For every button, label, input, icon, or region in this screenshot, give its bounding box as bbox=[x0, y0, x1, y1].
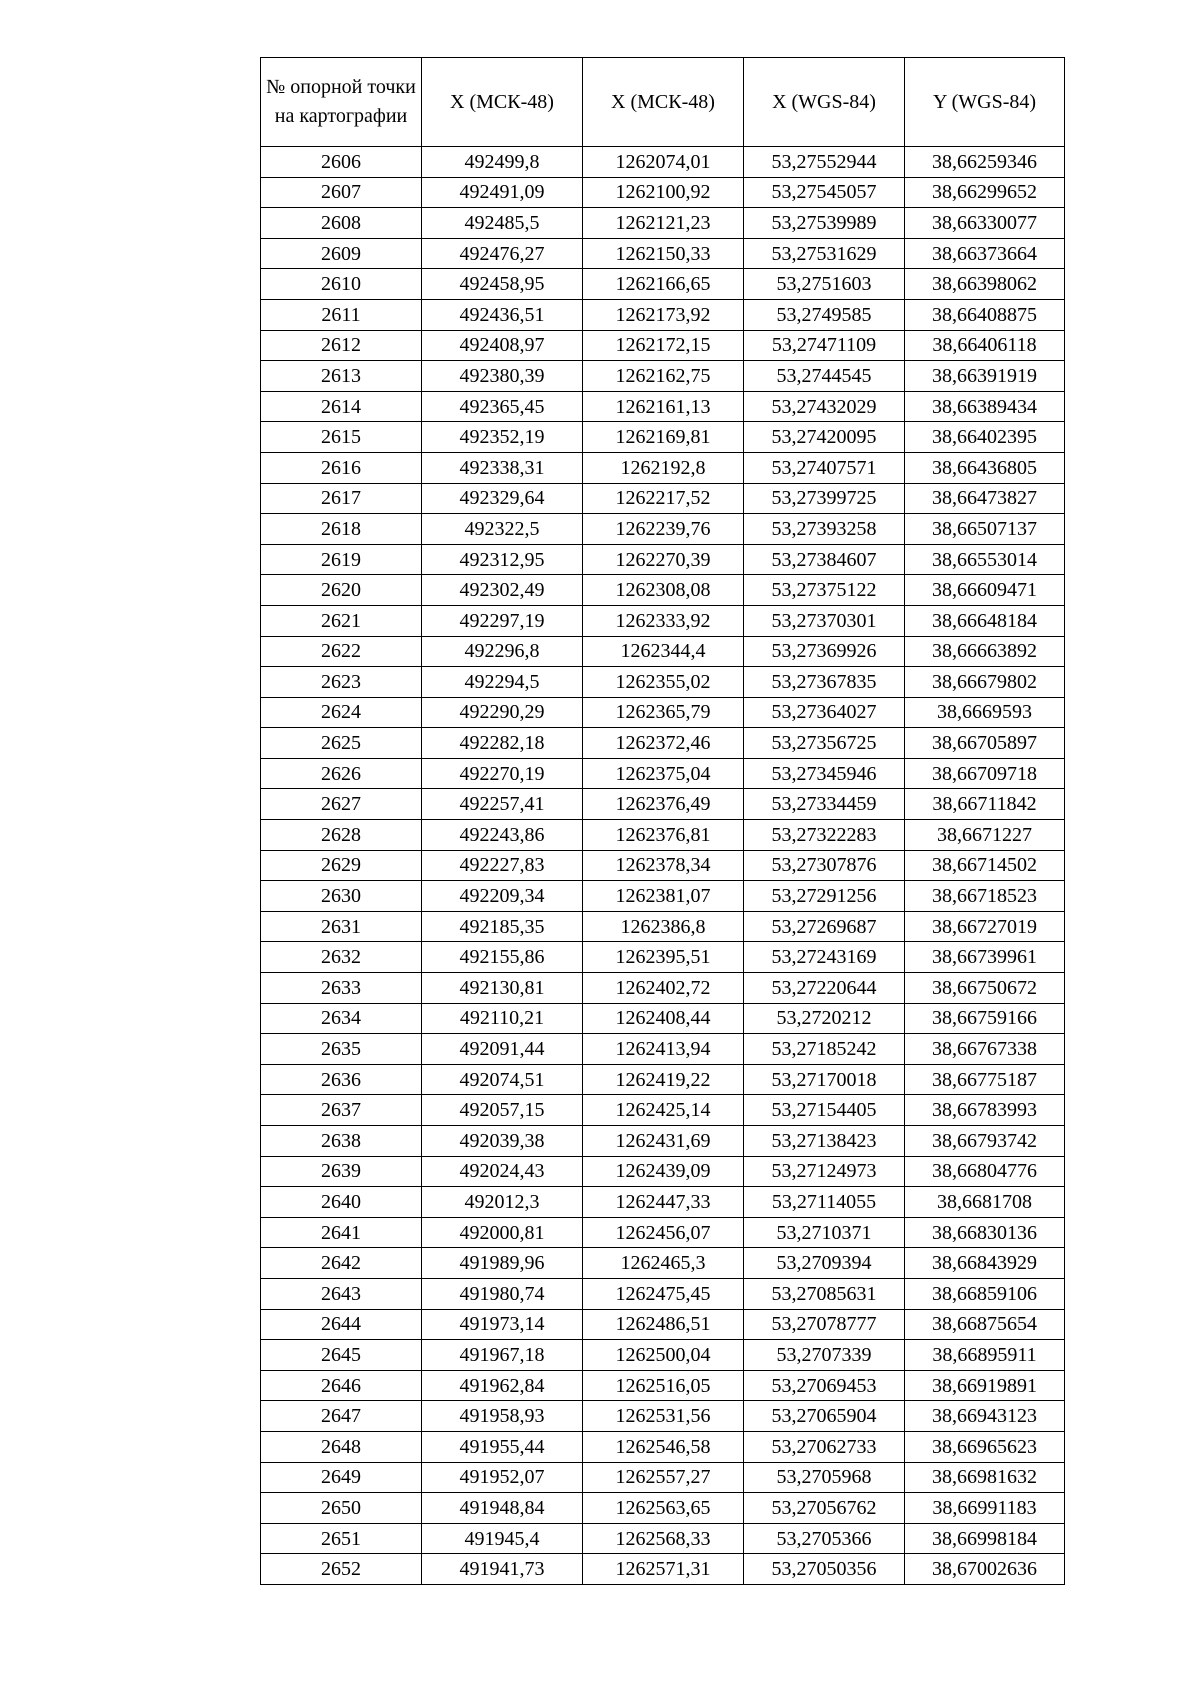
cell-x-msk48: 492312,95 bbox=[422, 544, 583, 575]
cell-x-msk48-second: 1262475,45 bbox=[583, 1278, 744, 1309]
cell-y-wgs84: 38,66709718 bbox=[905, 758, 1065, 789]
table-row bbox=[261, 1278, 1065, 1309]
cell-x-msk48-second: 1262381,07 bbox=[583, 881, 744, 912]
cell-x-msk48: 492329,64 bbox=[422, 483, 583, 514]
cell-x-msk48-second: 1262308,08 bbox=[583, 575, 744, 606]
cell-x-wgs84: 53,27069453 bbox=[744, 1370, 905, 1401]
cell-point-number: 2641 bbox=[261, 1217, 422, 1248]
cell-point-number: 2635 bbox=[261, 1034, 422, 1065]
cell-x-msk48: 492039,38 bbox=[422, 1126, 583, 1157]
cell-x-msk48-second: 1262150,33 bbox=[583, 238, 744, 269]
cell-point-number: 2611 bbox=[261, 299, 422, 330]
cell-point-number: 2652 bbox=[261, 1554, 422, 1585]
cell-x-wgs84: 53,27393258 bbox=[744, 514, 905, 545]
cell-x-wgs84: 53,27065904 bbox=[744, 1401, 905, 1432]
cell-x-wgs84: 53,27531629 bbox=[744, 238, 905, 269]
cell-y-wgs84: 38,66408875 bbox=[905, 299, 1065, 330]
cell-point-number: 2632 bbox=[261, 942, 422, 973]
cell-point-number: 2633 bbox=[261, 973, 422, 1004]
cell-point-number: 2626 bbox=[261, 758, 422, 789]
table-row bbox=[261, 330, 1065, 361]
cell-point-number: 2606 bbox=[261, 147, 422, 178]
table-row bbox=[261, 238, 1065, 269]
cell-x-msk48: 492408,97 bbox=[422, 330, 583, 361]
cell-x-msk48-second: 1262239,76 bbox=[583, 514, 744, 545]
table-row bbox=[261, 1217, 1065, 1248]
table-row bbox=[261, 1370, 1065, 1401]
cell-y-wgs84: 38,67002636 bbox=[905, 1554, 1065, 1585]
cell-point-number: 2627 bbox=[261, 789, 422, 820]
table-row bbox=[261, 942, 1065, 973]
cell-x-wgs84: 53,27334459 bbox=[744, 789, 905, 820]
cell-x-msk48: 491952,07 bbox=[422, 1462, 583, 1493]
cell-y-wgs84: 38,66919891 bbox=[905, 1370, 1065, 1401]
cell-y-wgs84: 38,66436805 bbox=[905, 452, 1065, 483]
table-row bbox=[261, 361, 1065, 392]
cell-y-wgs84: 38,66750672 bbox=[905, 973, 1065, 1004]
cell-point-number: 2615 bbox=[261, 422, 422, 453]
cell-x-wgs84: 53,27138423 bbox=[744, 1126, 905, 1157]
cell-x-wgs84: 53,27291256 bbox=[744, 881, 905, 912]
cell-y-wgs84: 38,66991183 bbox=[905, 1493, 1065, 1524]
cell-x-wgs84: 53,2709394 bbox=[744, 1248, 905, 1279]
cell-y-wgs84: 38,66299652 bbox=[905, 177, 1065, 208]
cell-point-number: 2640 bbox=[261, 1187, 422, 1218]
cell-x-wgs84: 53,27552944 bbox=[744, 147, 905, 178]
cell-x-msk48-second: 1262365,79 bbox=[583, 697, 744, 728]
header-point-number: № опорной точки на картографии bbox=[261, 58, 422, 147]
cell-point-number: 2608 bbox=[261, 208, 422, 239]
cell-point-number: 2648 bbox=[261, 1431, 422, 1462]
cell-y-wgs84: 38,66391919 bbox=[905, 361, 1065, 392]
cell-point-number: 2624 bbox=[261, 697, 422, 728]
cell-x-msk48: 491989,96 bbox=[422, 1248, 583, 1279]
table-row bbox=[261, 1401, 1065, 1432]
header-x-msk48: X (МСК-48) bbox=[422, 58, 583, 147]
table-row bbox=[261, 1126, 1065, 1157]
cell-x-msk48-second: 1262121,23 bbox=[583, 208, 744, 239]
cell-y-wgs84: 38,66943123 bbox=[905, 1401, 1065, 1432]
cell-x-msk48: 491941,73 bbox=[422, 1554, 583, 1585]
cell-x-wgs84: 53,27367835 bbox=[744, 667, 905, 698]
table-row bbox=[261, 636, 1065, 667]
cell-y-wgs84: 38,6681708 bbox=[905, 1187, 1065, 1218]
cell-point-number: 2619 bbox=[261, 544, 422, 575]
cell-point-number: 2613 bbox=[261, 361, 422, 392]
cell-x-msk48: 492485,5 bbox=[422, 208, 583, 239]
table-row bbox=[261, 789, 1065, 820]
table-row bbox=[261, 911, 1065, 942]
cell-x-msk48-second: 1262402,72 bbox=[583, 973, 744, 1004]
cell-x-msk48-second: 1262568,33 bbox=[583, 1523, 744, 1554]
cell-x-msk48-second: 1262169,81 bbox=[583, 422, 744, 453]
table-row bbox=[261, 1034, 1065, 1065]
table-row bbox=[261, 1462, 1065, 1493]
cell-y-wgs84: 38,66705897 bbox=[905, 728, 1065, 759]
cell-x-msk48: 492227,83 bbox=[422, 850, 583, 881]
cell-x-msk48: 491967,18 bbox=[422, 1340, 583, 1371]
cell-x-msk48: 492436,51 bbox=[422, 299, 583, 330]
cell-x-msk48: 491945,4 bbox=[422, 1523, 583, 1554]
cell-x-msk48: 491973,14 bbox=[422, 1309, 583, 1340]
table-row bbox=[261, 1064, 1065, 1095]
cell-y-wgs84: 38,6669593 bbox=[905, 697, 1065, 728]
coordinates-table bbox=[260, 57, 1065, 1585]
cell-x-msk48-second: 1262500,04 bbox=[583, 1340, 744, 1371]
cell-x-msk48-second: 1262413,94 bbox=[583, 1034, 744, 1065]
cell-x-wgs84: 53,27420095 bbox=[744, 422, 905, 453]
cell-x-msk48: 491962,84 bbox=[422, 1370, 583, 1401]
table-row bbox=[261, 820, 1065, 851]
cell-x-msk48-second: 1262355,02 bbox=[583, 667, 744, 698]
cell-x-msk48-second: 1262563,65 bbox=[583, 1493, 744, 1524]
cell-x-msk48: 492296,8 bbox=[422, 636, 583, 667]
cell-x-msk48: 492110,21 bbox=[422, 1003, 583, 1034]
cell-point-number: 2621 bbox=[261, 605, 422, 636]
cell-x-wgs84: 53,2707339 bbox=[744, 1340, 905, 1371]
cell-x-msk48-second: 1262173,92 bbox=[583, 299, 744, 330]
cell-x-msk48-second: 1262546,58 bbox=[583, 1431, 744, 1462]
table-row bbox=[261, 1003, 1065, 1034]
cell-x-wgs84: 53,27399725 bbox=[744, 483, 905, 514]
cell-point-number: 2643 bbox=[261, 1278, 422, 1309]
cell-x-wgs84: 53,27220644 bbox=[744, 973, 905, 1004]
cell-x-wgs84: 53,27062733 bbox=[744, 1431, 905, 1462]
cell-x-msk48: 492024,43 bbox=[422, 1156, 583, 1187]
cell-point-number: 2609 bbox=[261, 238, 422, 269]
cell-x-msk48-second: 1262571,31 bbox=[583, 1554, 744, 1585]
cell-point-number: 2622 bbox=[261, 636, 422, 667]
cell-x-wgs84: 53,27432029 bbox=[744, 391, 905, 422]
cell-x-msk48: 492270,19 bbox=[422, 758, 583, 789]
cell-x-msk48: 492499,8 bbox=[422, 147, 583, 178]
cell-x-wgs84: 53,27545057 bbox=[744, 177, 905, 208]
cell-x-msk48: 492294,5 bbox=[422, 667, 583, 698]
cell-x-msk48: 492491,09 bbox=[422, 177, 583, 208]
cell-point-number: 2647 bbox=[261, 1401, 422, 1432]
cell-x-wgs84: 53,2749585 bbox=[744, 299, 905, 330]
cell-point-number: 2639 bbox=[261, 1156, 422, 1187]
cell-y-wgs84: 38,66663892 bbox=[905, 636, 1065, 667]
cell-x-wgs84: 53,27243169 bbox=[744, 942, 905, 973]
cell-x-msk48-second: 1262162,75 bbox=[583, 361, 744, 392]
cell-point-number: 2631 bbox=[261, 911, 422, 942]
table-row bbox=[261, 514, 1065, 545]
table-row bbox=[261, 881, 1065, 912]
table-row bbox=[261, 575, 1065, 606]
cell-x-msk48: 492074,51 bbox=[422, 1064, 583, 1095]
cell-point-number: 2625 bbox=[261, 728, 422, 759]
cell-x-msk48-second: 1262270,39 bbox=[583, 544, 744, 575]
cell-y-wgs84: 38,66389434 bbox=[905, 391, 1065, 422]
cell-x-msk48: 492352,19 bbox=[422, 422, 583, 453]
cell-y-wgs84: 38,66775187 bbox=[905, 1064, 1065, 1095]
cell-y-wgs84: 38,66402395 bbox=[905, 422, 1065, 453]
cell-x-wgs84: 53,27124973 bbox=[744, 1156, 905, 1187]
table-row bbox=[261, 391, 1065, 422]
table-row bbox=[261, 605, 1065, 636]
cell-point-number: 2614 bbox=[261, 391, 422, 422]
cell-x-wgs84: 53,27154405 bbox=[744, 1095, 905, 1126]
cell-y-wgs84: 38,66965623 bbox=[905, 1431, 1065, 1462]
table-row bbox=[261, 973, 1065, 1004]
cell-x-wgs84: 53,2744545 bbox=[744, 361, 905, 392]
cell-x-msk48-second: 1262531,56 bbox=[583, 1401, 744, 1432]
cell-x-wgs84: 53,27056762 bbox=[744, 1493, 905, 1524]
cell-x-msk48: 491955,44 bbox=[422, 1431, 583, 1462]
table-row bbox=[261, 850, 1065, 881]
cell-point-number: 2645 bbox=[261, 1340, 422, 1371]
cell-x-wgs84: 53,27370301 bbox=[744, 605, 905, 636]
cell-x-wgs84: 53,27384607 bbox=[744, 544, 905, 575]
table-row bbox=[261, 1554, 1065, 1585]
cell-y-wgs84: 38,66804776 bbox=[905, 1156, 1065, 1187]
cell-x-msk48-second: 1262192,8 bbox=[583, 452, 744, 483]
cell-x-wgs84: 53,27170018 bbox=[744, 1064, 905, 1095]
cell-y-wgs84: 38,66398062 bbox=[905, 269, 1065, 300]
header-y-wgs84: Y (WGS-84) bbox=[905, 58, 1065, 147]
cell-point-number: 2638 bbox=[261, 1126, 422, 1157]
table-row bbox=[261, 269, 1065, 300]
cell-point-number: 2610 bbox=[261, 269, 422, 300]
cell-x-wgs84: 53,2705968 bbox=[744, 1462, 905, 1493]
cell-x-msk48: 492130,81 bbox=[422, 973, 583, 1004]
cell-x-msk48-second: 1262161,13 bbox=[583, 391, 744, 422]
cell-y-wgs84: 38,66714502 bbox=[905, 850, 1065, 881]
cell-x-msk48: 492458,95 bbox=[422, 269, 583, 300]
cell-x-wgs84: 53,2710371 bbox=[744, 1217, 905, 1248]
cell-x-msk48-second: 1262172,15 bbox=[583, 330, 744, 361]
cell-x-wgs84: 53,27375122 bbox=[744, 575, 905, 606]
cell-x-wgs84: 53,27269687 bbox=[744, 911, 905, 942]
cell-x-msk48-second: 1262419,22 bbox=[583, 1064, 744, 1095]
table-row bbox=[261, 299, 1065, 330]
cell-x-wgs84: 53,27114055 bbox=[744, 1187, 905, 1218]
cell-x-msk48: 492155,86 bbox=[422, 942, 583, 973]
header-x-msk48-second: X (МСК-48) bbox=[583, 58, 744, 147]
cell-y-wgs84: 38,66609471 bbox=[905, 575, 1065, 606]
cell-x-msk48-second: 1262378,34 bbox=[583, 850, 744, 881]
table-body bbox=[261, 147, 1065, 1585]
table-row bbox=[261, 1095, 1065, 1126]
cell-x-msk48: 492282,18 bbox=[422, 728, 583, 759]
cell-y-wgs84: 38,66330077 bbox=[905, 208, 1065, 239]
cell-point-number: 2617 bbox=[261, 483, 422, 514]
cell-x-msk48-second: 1262557,27 bbox=[583, 1462, 744, 1493]
table-row bbox=[261, 758, 1065, 789]
table-row bbox=[261, 422, 1065, 453]
cell-x-msk48-second: 1262516,05 bbox=[583, 1370, 744, 1401]
cell-point-number: 2649 bbox=[261, 1462, 422, 1493]
header-row bbox=[261, 58, 1065, 147]
cell-y-wgs84: 38,6671227 bbox=[905, 820, 1065, 851]
table-row bbox=[261, 728, 1065, 759]
cell-x-msk48: 491980,74 bbox=[422, 1278, 583, 1309]
cell-x-msk48: 492322,5 bbox=[422, 514, 583, 545]
cell-x-msk48-second: 1262431,69 bbox=[583, 1126, 744, 1157]
cell-x-msk48-second: 1262465,3 bbox=[583, 1248, 744, 1279]
cell-point-number: 2607 bbox=[261, 177, 422, 208]
cell-x-msk48-second: 1262333,92 bbox=[583, 605, 744, 636]
cell-y-wgs84: 38,66875654 bbox=[905, 1309, 1065, 1340]
cell-point-number: 2650 bbox=[261, 1493, 422, 1524]
cell-x-wgs84: 53,27539989 bbox=[744, 208, 905, 239]
table-row bbox=[261, 1309, 1065, 1340]
cell-y-wgs84: 38,66895911 bbox=[905, 1340, 1065, 1371]
table-row bbox=[261, 1248, 1065, 1279]
cell-x-msk48: 492290,29 bbox=[422, 697, 583, 728]
cell-point-number: 2637 bbox=[261, 1095, 422, 1126]
cell-y-wgs84: 38,66767338 bbox=[905, 1034, 1065, 1065]
cell-point-number: 2634 bbox=[261, 1003, 422, 1034]
table-row bbox=[261, 483, 1065, 514]
cell-x-wgs84: 53,27356725 bbox=[744, 728, 905, 759]
cell-point-number: 2642 bbox=[261, 1248, 422, 1279]
table-row bbox=[261, 177, 1065, 208]
table-row bbox=[261, 697, 1065, 728]
cell-x-msk48: 492297,19 bbox=[422, 605, 583, 636]
cell-y-wgs84: 38,66981632 bbox=[905, 1462, 1065, 1493]
cell-x-wgs84: 53,27471109 bbox=[744, 330, 905, 361]
cell-y-wgs84: 38,66473827 bbox=[905, 483, 1065, 514]
cell-x-wgs84: 53,2751603 bbox=[744, 269, 905, 300]
cell-x-msk48: 491958,93 bbox=[422, 1401, 583, 1432]
cell-y-wgs84: 38,66259346 bbox=[905, 147, 1065, 178]
cell-point-number: 2616 bbox=[261, 452, 422, 483]
cell-x-msk48: 492185,35 bbox=[422, 911, 583, 942]
cell-x-msk48-second: 1262425,14 bbox=[583, 1095, 744, 1126]
cell-x-msk48: 492380,39 bbox=[422, 361, 583, 392]
cell-x-msk48: 492057,15 bbox=[422, 1095, 583, 1126]
cell-point-number: 2630 bbox=[261, 881, 422, 912]
cell-x-wgs84: 53,27369926 bbox=[744, 636, 905, 667]
cell-x-msk48-second: 1262166,65 bbox=[583, 269, 744, 300]
cell-x-wgs84: 53,27345946 bbox=[744, 758, 905, 789]
cell-x-msk48-second: 1262344,4 bbox=[583, 636, 744, 667]
table-row bbox=[261, 667, 1065, 698]
cell-x-msk48: 492476,27 bbox=[422, 238, 583, 269]
table-row bbox=[261, 147, 1065, 178]
table-row bbox=[261, 1493, 1065, 1524]
cell-x-wgs84: 53,27085631 bbox=[744, 1278, 905, 1309]
cell-x-msk48-second: 1262386,8 bbox=[583, 911, 744, 942]
cell-x-wgs84: 53,27307876 bbox=[744, 850, 905, 881]
cell-y-wgs84: 38,66859106 bbox=[905, 1278, 1065, 1309]
cell-point-number: 2620 bbox=[261, 575, 422, 606]
cell-y-wgs84: 38,66759166 bbox=[905, 1003, 1065, 1034]
cell-y-wgs84: 38,66783993 bbox=[905, 1095, 1065, 1126]
cell-point-number: 2628 bbox=[261, 820, 422, 851]
table-row bbox=[261, 208, 1065, 239]
cell-point-number: 2636 bbox=[261, 1064, 422, 1095]
cell-x-msk48: 492209,34 bbox=[422, 881, 583, 912]
cell-x-msk48: 492302,49 bbox=[422, 575, 583, 606]
cell-x-msk48: 492000,81 bbox=[422, 1217, 583, 1248]
cell-x-msk48-second: 1262456,07 bbox=[583, 1217, 744, 1248]
cell-x-msk48: 492091,44 bbox=[422, 1034, 583, 1065]
cell-y-wgs84: 38,66793742 bbox=[905, 1126, 1065, 1157]
cell-y-wgs84: 38,66507137 bbox=[905, 514, 1065, 545]
cell-point-number: 2644 bbox=[261, 1309, 422, 1340]
cell-x-wgs84: 53,27364027 bbox=[744, 697, 905, 728]
cell-x-wgs84: 53,27078777 bbox=[744, 1309, 905, 1340]
table-row bbox=[261, 1187, 1065, 1218]
cell-x-wgs84: 53,27050356 bbox=[744, 1554, 905, 1585]
cell-x-msk48-second: 1262439,09 bbox=[583, 1156, 744, 1187]
cell-y-wgs84: 38,66373664 bbox=[905, 238, 1065, 269]
cell-y-wgs84: 38,66727019 bbox=[905, 911, 1065, 942]
cell-x-msk48: 492338,31 bbox=[422, 452, 583, 483]
table-header bbox=[261, 58, 1065, 147]
cell-y-wgs84: 38,66718523 bbox=[905, 881, 1065, 912]
cell-x-msk48: 492012,3 bbox=[422, 1187, 583, 1218]
cell-x-msk48-second: 1262217,52 bbox=[583, 483, 744, 514]
cell-x-msk48-second: 1262447,33 bbox=[583, 1187, 744, 1218]
table-row bbox=[261, 1156, 1065, 1187]
cell-x-wgs84: 53,27407571 bbox=[744, 452, 905, 483]
cell-y-wgs84: 38,66830136 bbox=[905, 1217, 1065, 1248]
header-x-wgs84: X (WGS-84) bbox=[744, 58, 905, 147]
cell-y-wgs84: 38,66406118 bbox=[905, 330, 1065, 361]
cell-point-number: 2651 bbox=[261, 1523, 422, 1554]
table-row bbox=[261, 544, 1065, 575]
cell-x-msk48-second: 1262408,44 bbox=[583, 1003, 744, 1034]
cell-x-msk48: 492243,86 bbox=[422, 820, 583, 851]
cell-x-wgs84: 53,2705366 bbox=[744, 1523, 905, 1554]
cell-x-msk48-second: 1262372,46 bbox=[583, 728, 744, 759]
cell-y-wgs84: 38,66553014 bbox=[905, 544, 1065, 575]
cell-x-wgs84: 53,27322283 bbox=[744, 820, 905, 851]
cell-x-msk48-second: 1262375,04 bbox=[583, 758, 744, 789]
cell-x-msk48: 491948,84 bbox=[422, 1493, 583, 1524]
cell-x-msk48-second: 1262376,49 bbox=[583, 789, 744, 820]
cell-point-number: 2646 bbox=[261, 1370, 422, 1401]
table-row bbox=[261, 452, 1065, 483]
cell-x-msk48-second: 1262395,51 bbox=[583, 942, 744, 973]
table-row bbox=[261, 1431, 1065, 1462]
cell-y-wgs84: 38,66679802 bbox=[905, 667, 1065, 698]
cell-x-wgs84: 53,27185242 bbox=[744, 1034, 905, 1065]
cell-x-msk48: 492257,41 bbox=[422, 789, 583, 820]
cell-point-number: 2623 bbox=[261, 667, 422, 698]
cell-point-number: 2629 bbox=[261, 850, 422, 881]
cell-y-wgs84: 38,66998184 bbox=[905, 1523, 1065, 1554]
cell-y-wgs84: 38,66648184 bbox=[905, 605, 1065, 636]
cell-y-wgs84: 38,66739961 bbox=[905, 942, 1065, 973]
cell-x-wgs84: 53,2720212 bbox=[744, 1003, 905, 1034]
cell-x-msk48-second: 1262376,81 bbox=[583, 820, 744, 851]
cell-x-msk48-second: 1262486,51 bbox=[583, 1309, 744, 1340]
table-row bbox=[261, 1523, 1065, 1554]
cell-y-wgs84: 38,66711842 bbox=[905, 789, 1065, 820]
table-row bbox=[261, 1340, 1065, 1371]
cell-point-number: 2618 bbox=[261, 514, 422, 545]
cell-x-msk48-second: 1262074,01 bbox=[583, 147, 744, 178]
cell-x-msk48-second: 1262100,92 bbox=[583, 177, 744, 208]
cell-x-msk48: 492365,45 bbox=[422, 391, 583, 422]
cell-point-number: 2612 bbox=[261, 330, 422, 361]
cell-y-wgs84: 38,66843929 bbox=[905, 1248, 1065, 1279]
